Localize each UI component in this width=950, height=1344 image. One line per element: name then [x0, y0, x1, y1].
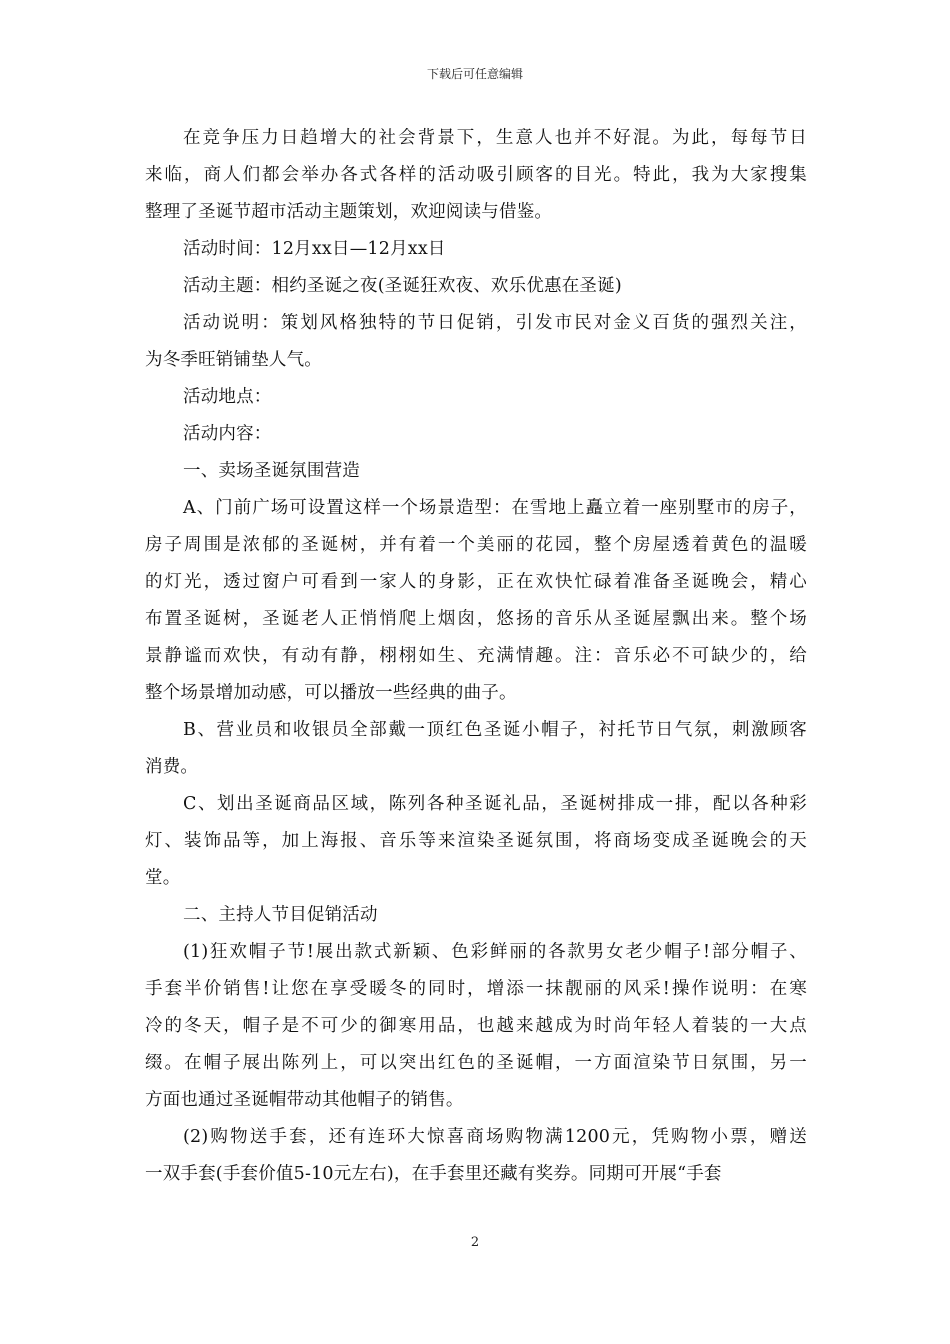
paragraph	[145, 379, 807, 416]
paragraph	[145, 786, 807, 897]
paragraph-line: 方面也通过圣诞帽带动其他帽子的销售。	[145, 1090, 464, 1110]
paragraph	[145, 934, 807, 1119]
page-number: 2	[470, 1235, 480, 1250]
paragraph-line: 缀。在帽子展出陈列上，可以突出红色的圣诞帽，一方面渲染节日氛围，另一	[145, 1053, 807, 1073]
paragraph-line: 灯、装饰品等，加上海报、音乐等来渲染圣诞氛围，将商场变成圣诞晚会的天	[145, 831, 807, 851]
paragraph-line: 布置圣诞树，圣诞老人正悄悄爬上烟囱，悠扬的音乐从圣诞屋飘出来。整个场	[145, 609, 807, 629]
paragraph-line: B、营业员和收银员全部戴一顶红色圣诞小帽子，衬托节日气氛，刺激顾客	[183, 720, 807, 740]
paragraph-line: 景静谧而欢快，有动有静，栩栩如生、充满情趣。注：音乐必不可缺少的，给	[145, 646, 807, 666]
paragraph-line: 堂。	[145, 868, 181, 888]
paragraph-line: 二、主持人节目促销活动	[183, 905, 378, 925]
paragraph-line: 在竞争压力日趋增大的社会背景下，生意人也并不好混。为此，每每节日	[183, 128, 807, 148]
paragraph-line: 的灯光，透过窗户可看到一家人的身影，正在欢快忙碌着准备圣诞晚会，精心	[145, 572, 807, 592]
paragraph	[145, 268, 807, 305]
paragraph	[145, 416, 807, 453]
paragraph-line: 为冬季旺销铺垫人气。	[145, 350, 322, 370]
paragraph-line: 一双手套(手套价值5-10元左右)，在手套里还藏有奖券。同期可开展“手套	[145, 1164, 722, 1184]
paragraph-line: A、门前广场可设置这样一个场景造型：在雪地上矗立着一座别墅市的房子，	[183, 498, 807, 518]
paragraph-line: 活动说明：策划风格独特的节日促销，引发市民对金义百货的强烈关注，	[183, 313, 807, 333]
paragraph-line: (1)狂欢帽子节!展出款式新颖、色彩鲜丽的各款男女老少帽子!部分帽子、	[183, 942, 807, 962]
page-header: 下载后可任意编辑	[426, 67, 523, 81]
paragraph	[145, 453, 807, 490]
paragraph-line: (2)购物送手套，还有连环大惊喜商场购物满1200元，凭购物小票，赠送	[183, 1127, 807, 1147]
paragraph-line: 来临，商人们都会举办各式各样的活动吸引顾客的目光。特此，我为大家搜集	[145, 165, 807, 185]
paragraph	[145, 1119, 807, 1193]
document-body	[145, 120, 807, 1193]
paragraph-line: 整个场景增加动感，可以播放一些经典的曲子。	[145, 683, 517, 703]
paragraph	[145, 490, 807, 712]
paragraph	[145, 120, 807, 231]
paragraph	[145, 231, 807, 268]
paragraph-line: 活动主题：相约圣诞之夜(圣诞狂欢夜、欢乐优惠在圣诞)	[183, 276, 622, 296]
paragraph-line: 一、卖场圣诞氛围营造	[183, 461, 360, 481]
paragraph-line: 房子周围是浓郁的圣诞树，并有着一个美丽的花园，整个房屋透着黄色的温暖	[145, 535, 807, 555]
paragraph	[145, 305, 807, 379]
paragraph-line: 手套半价销售!让您在享受暖冬的同时，增添一抹靓丽的风采!操作说明：在寒	[145, 979, 807, 999]
paragraph-line: C、划出圣诞商品区域，陈列各种圣诞礼品，圣诞树排成一排，配以各种彩	[183, 794, 807, 814]
paragraph-line: 活动地点：	[183, 387, 272, 407]
paragraph-line: 活动时间：12月xx日—12月xx日	[183, 239, 446, 259]
paragraph	[145, 712, 807, 786]
paragraph	[145, 897, 807, 934]
paragraph-line: 消费。	[145, 757, 199, 777]
paragraph-line: 整理了圣诞节超市活动主题策划，欢迎阅读与借鉴。	[145, 202, 553, 222]
paragraph-line: 活动内容：	[183, 424, 272, 444]
paragraph-line: 冷的冬天，帽子是不可少的御寒用品，也越来越成为时尚年轻人着装的一大点	[145, 1016, 807, 1036]
